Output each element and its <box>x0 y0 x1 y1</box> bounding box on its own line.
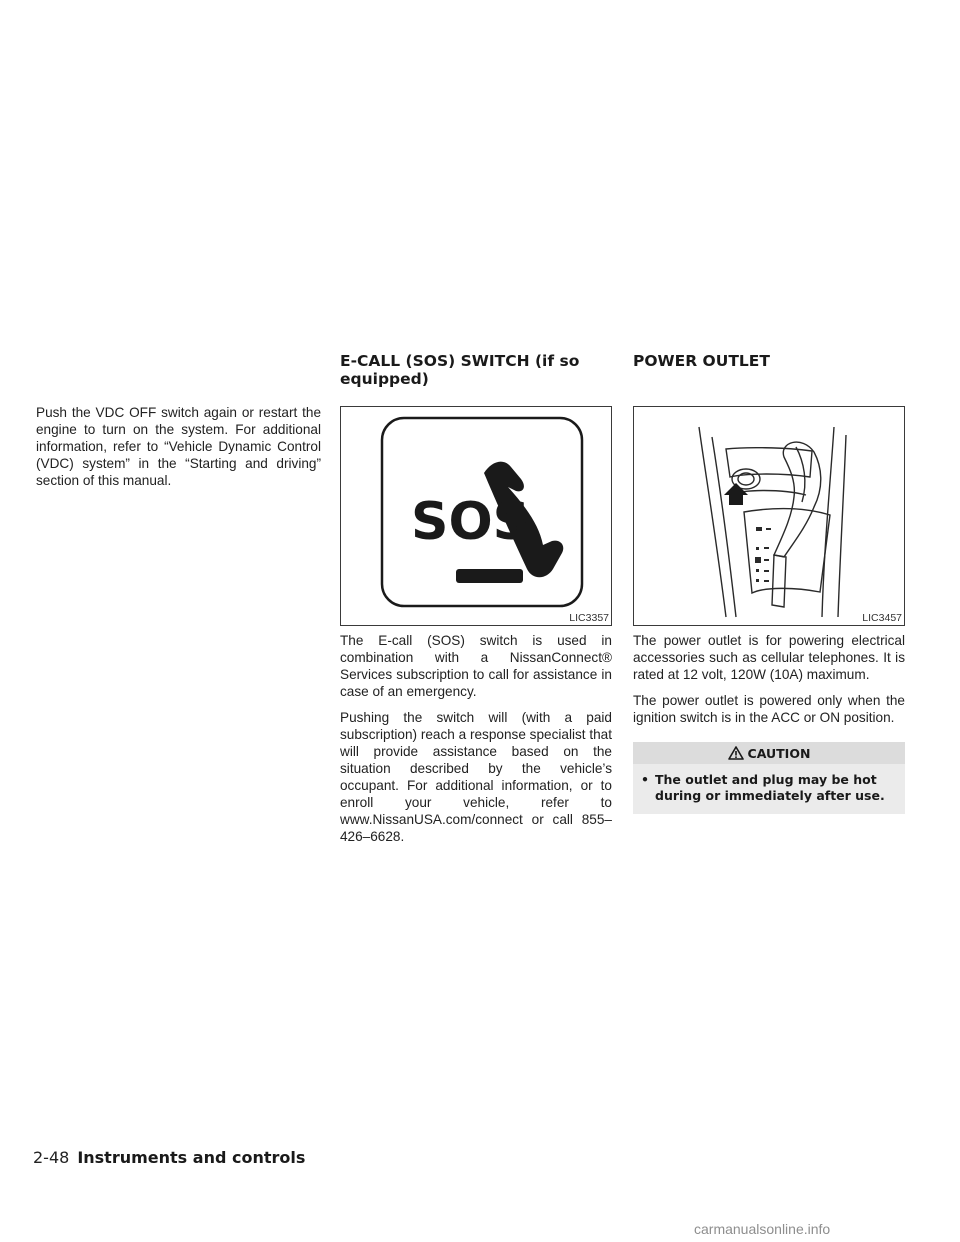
left-column <box>36 404 321 489</box>
vdc-paragraph: Push the VDC OFF switch again or restart the engine to turn on the system. For additional information, refer to “Vehicle Dynamic Control (VDC) system” in the “Starting and driving” section of this manual. <box>36 405 321 488</box>
caution-title: CAUTION <box>747 745 811 761</box>
shift-lever <box>774 442 821 557</box>
figure-code: LIC3457 <box>862 612 902 624</box>
indicator-bar <box>456 569 523 583</box>
console-left-edge <box>699 427 726 617</box>
sos-switch-figure <box>340 406 612 626</box>
outlet-paragraph-1: The power outlet is for powering electrical accessories such as cellular telephones. It is rated at 12 volt, 120W (10A) maximum. <box>633 633 905 682</box>
figure-code: LIC3357 <box>569 612 609 624</box>
ecall-paragraph-1: The E-call (SOS) switch is used in combination with a NissanConnect® Services subscription to call for assistance in case of an emergency. <box>340 633 612 699</box>
console-right-edge <box>822 427 834 617</box>
caution-box <box>633 742 905 814</box>
outlet-paragraph-2: The power outlet is powered only when the ignition switch is in the ACC or ON position. <box>633 693 905 725</box>
ecall-paragraph-2: Pushing the switch will (with a paid subscription) reach a response specialist that will provide assistance based on the situation described by the vehicle’s occupant. For additional information, or to enroll your vehicle, refer to www.NissanUSA.com/connect or call 855–426–6628. <box>340 710 613 844</box>
outlet-heading-block <box>633 352 905 406</box>
center-console-illustration <box>634 407 904 625</box>
section-title: Instruments and controls <box>77 1148 306 1167</box>
ecall-heading-block <box>340 352 612 406</box>
page-number: 2-48 <box>33 1148 70 1167</box>
power-outlet-figure <box>633 406 905 626</box>
caution-header <box>633 742 905 764</box>
power-outlet-section <box>633 352 905 814</box>
arrow-up-icon <box>724 483 748 505</box>
caution-text: The outlet and plug may be hot during or immediately after use. <box>655 772 885 803</box>
ecall-heading: E-CALL (SOS) SWITCH (if so equipped) <box>340 352 580 388</box>
warning-triangle-icon <box>728 746 744 760</box>
caution-item <box>633 764 905 814</box>
bullet-icon: • <box>641 772 649 787</box>
ecall-section <box>340 352 612 845</box>
sos-switch-illustration <box>341 407 611 625</box>
sos-label: SOS <box>411 492 531 552</box>
page-footer <box>33 1148 305 1169</box>
outlet-heading: POWER OUTLET <box>633 352 770 370</box>
watermark: carmanualsonline.info <box>694 1221 831 1237</box>
